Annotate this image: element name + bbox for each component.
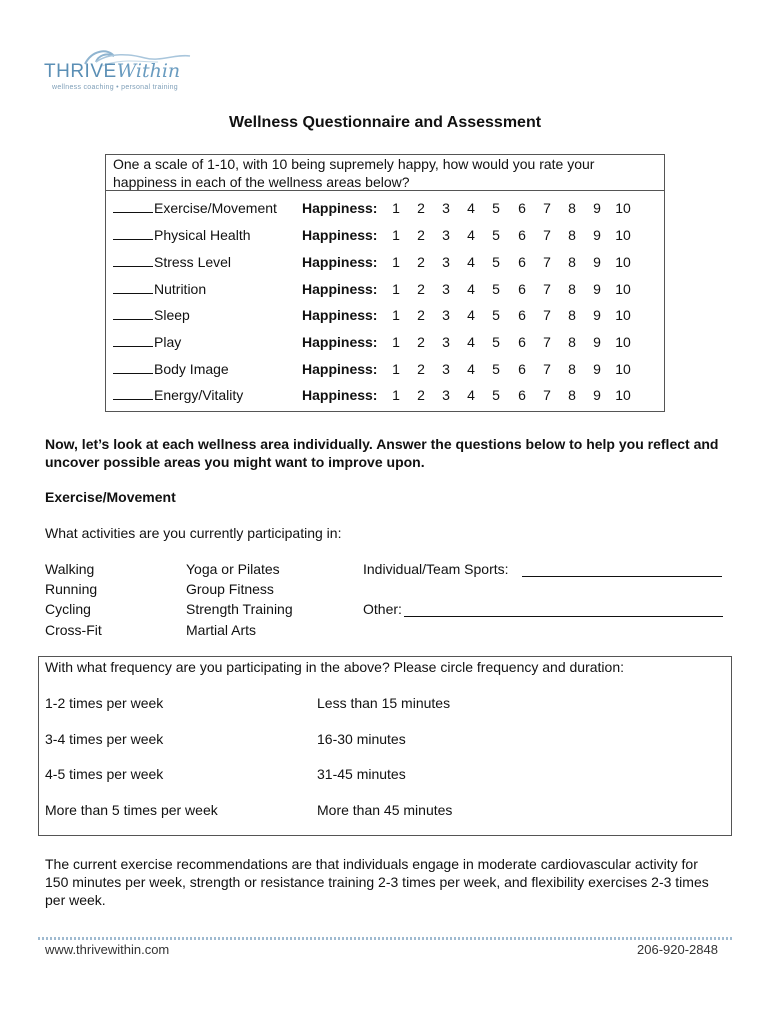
wellness-area-label: Play <box>154 334 182 350</box>
rating-option[interactable]: 9 <box>593 281 601 297</box>
logo-brand-script: Within <box>116 60 181 82</box>
rating-option[interactable]: 7 <box>543 387 551 403</box>
happiness-row <box>113 359 229 379</box>
happiness-label: Happiness: <box>302 227 378 243</box>
priority-blank-field[interactable] <box>113 332 153 347</box>
priority-blank-field[interactable] <box>113 252 153 267</box>
footer-website-link[interactable]: www.thrivewithin.com <box>45 942 170 957</box>
rating-option[interactable]: 1 <box>392 334 400 350</box>
rating-option[interactable]: 2 <box>417 334 425 350</box>
rating-option[interactable]: 6 <box>518 200 526 216</box>
happiness-label: Happiness: <box>302 200 378 216</box>
rating-option[interactable]: 10 <box>615 254 631 270</box>
rating-option[interactable]: 2 <box>417 281 425 297</box>
rating-option[interactable]: 8 <box>568 200 576 216</box>
rating-option[interactable]: 1 <box>392 254 400 270</box>
wellness-area-label: Exercise/Movement <box>154 200 277 216</box>
rating-option[interactable]: 7 <box>543 334 551 350</box>
rating-option[interactable]: 1 <box>392 200 400 216</box>
activity-option-strength[interactable]: Strength Training <box>186 601 293 617</box>
rating-option[interactable]: 7 <box>543 227 551 243</box>
activity-option-walking[interactable]: Walking <box>45 561 95 577</box>
rating-option[interactable]: 8 <box>568 281 576 297</box>
rating-option[interactable]: 3 <box>442 200 450 216</box>
wellness-area-label: Stress Level <box>154 254 232 270</box>
priority-blank-field[interactable] <box>113 305 153 320</box>
happiness-row <box>113 198 277 218</box>
section-intro-text: Now, let’s look at each wellness area individually. Answer the questions below to help you reflect and uncover possible areas you might want to improve upon. <box>45 436 719 470</box>
priority-blank-field[interactable] <box>113 198 153 213</box>
happiness-label: Happiness: <box>302 387 378 403</box>
rating-option[interactable]: 6 <box>518 387 526 403</box>
frequency-question: With what frequency are you participating in the above? Please circle frequency and duration: <box>45 659 625 675</box>
wellness-area-label: Physical Health <box>154 227 251 243</box>
rating-option[interactable]: 8 <box>568 361 576 377</box>
rating-option[interactable]: 2 <box>417 254 425 270</box>
wellness-area-label: Body Image <box>154 361 229 377</box>
activity-option-running[interactable]: Running <box>45 581 98 597</box>
rating-option[interactable]: 5 <box>492 307 500 323</box>
rating-option[interactable]: 10 <box>615 387 631 403</box>
happiness-row <box>113 252 231 272</box>
rating-option[interactable]: 8 <box>568 307 576 323</box>
rating-option[interactable]: 2 <box>417 227 425 243</box>
rating-option[interactable]: 4 <box>467 334 475 350</box>
rating-option[interactable]: 4 <box>467 281 475 297</box>
rating-option[interactable]: 5 <box>492 387 500 403</box>
priority-blank-field[interactable] <box>113 359 153 374</box>
rating-option[interactable]: 7 <box>543 254 551 270</box>
rating-option[interactable]: 3 <box>442 227 450 243</box>
rating-option[interactable]: 6 <box>518 281 526 297</box>
activity-option-crossfit[interactable]: Cross-Fit <box>45 622 102 638</box>
rating-option[interactable]: 4 <box>467 254 475 270</box>
happiness-row <box>113 279 206 299</box>
wellness-area-label: Nutrition <box>154 281 207 297</box>
activity-option-yoga[interactable]: Yoga or Pilates <box>186 561 280 577</box>
rating-option[interactable]: 10 <box>615 334 631 350</box>
rating-option[interactable]: 6 <box>518 227 526 243</box>
rating-option[interactable]: 4 <box>467 200 475 216</box>
page-title: Wellness Questionnaire and Assessment <box>228 114 542 131</box>
rating-option[interactable]: 9 <box>593 200 601 216</box>
frequency-option-3-4[interactable]: 3-4 times per week <box>45 731 164 747</box>
other-activity-field[interactable] <box>404 616 723 617</box>
rating-option[interactable]: 9 <box>593 387 601 403</box>
priority-blank-field[interactable] <box>113 225 153 240</box>
happiness-row <box>113 385 243 405</box>
happiness-row <box>113 305 190 325</box>
happiness-row <box>113 225 251 245</box>
happiness-label: Happiness: <box>302 254 378 270</box>
logo-wordmark <box>44 60 180 83</box>
rating-option[interactable]: 4 <box>467 227 475 243</box>
rating-option[interactable]: 10 <box>615 281 631 297</box>
rating-option[interactable]: 5 <box>492 200 500 216</box>
frequency-option-more-than-5[interactable]: More than 5 times per week <box>45 802 218 818</box>
happiness-row <box>113 332 181 352</box>
rating-option[interactable]: 2 <box>417 361 425 377</box>
rating-option[interactable]: 3 <box>442 254 450 270</box>
frequency-option-1-2[interactable]: 1-2 times per week <box>45 695 164 711</box>
rating-option[interactable]: 7 <box>543 200 551 216</box>
rating-option[interactable]: 3 <box>442 334 450 350</box>
rating-option[interactable]: 6 <box>518 334 526 350</box>
rating-option[interactable]: 10 <box>615 200 631 216</box>
rating-option[interactable]: 9 <box>593 254 601 270</box>
activity-option-cycling[interactable]: Cycling <box>45 601 91 617</box>
duration-option-over-45[interactable]: More than 45 minutes <box>317 802 453 818</box>
rating-option[interactable]: 8 <box>568 334 576 350</box>
rating-option[interactable]: 6 <box>518 361 526 377</box>
rating-option[interactable]: 9 <box>593 227 601 243</box>
happiness-label: Happiness: <box>302 361 378 377</box>
activity-option-group-fitness[interactable]: Group Fitness <box>186 581 274 597</box>
individual-team-sports-field[interactable] <box>522 576 722 577</box>
rating-option[interactable]: 5 <box>492 254 500 270</box>
other-activity-label: Other: <box>363 601 402 617</box>
logo-tagline: wellness coaching • personal training <box>52 84 179 91</box>
rating-option[interactable]: 7 <box>543 361 551 377</box>
frequency-option-4-5[interactable]: 4-5 times per week <box>45 766 164 782</box>
rating-option[interactable]: 1 <box>392 307 400 323</box>
duration-option-31-45[interactable]: 31-45 minutes <box>317 766 406 782</box>
rating-option[interactable]: 5 <box>492 334 500 350</box>
happiness-label: Happiness: <box>302 334 378 350</box>
rating-option[interactable]: 2 <box>417 307 425 323</box>
wellness-area-label: Energy/Vitality <box>154 387 244 403</box>
rating-option[interactable]: 9 <box>593 334 601 350</box>
rating-option[interactable]: 2 <box>417 200 425 216</box>
rating-option[interactable]: 3 <box>442 387 450 403</box>
individual-team-sports-label: Individual/Team Sports: <box>363 561 509 577</box>
priority-blank-field[interactable] <box>113 385 153 400</box>
happiness-box-divider <box>105 190 665 191</box>
rating-option[interactable]: 4 <box>467 307 475 323</box>
rating-option[interactable]: 3 <box>442 307 450 323</box>
rating-option[interactable]: 7 <box>543 307 551 323</box>
rating-option[interactable]: 8 <box>568 227 576 243</box>
rating-option[interactable]: 7 <box>543 281 551 297</box>
rating-option[interactable]: 10 <box>615 227 631 243</box>
rating-option[interactable]: 5 <box>492 281 500 297</box>
rating-option[interactable]: 4 <box>467 361 475 377</box>
footer-divider <box>38 937 732 940</box>
rating-option[interactable]: 6 <box>518 307 526 323</box>
rating-option[interactable]: 1 <box>392 281 400 297</box>
exercise-section-heading: Exercise/Movement <box>45 489 176 505</box>
rating-option[interactable]: 6 <box>518 254 526 270</box>
rating-option[interactable]: 3 <box>442 281 450 297</box>
duration-option-16-30[interactable]: 16-30 minutes <box>317 731 406 747</box>
rating-option[interactable]: 9 <box>593 307 601 323</box>
rating-option[interactable]: 2 <box>417 387 425 403</box>
footer-phone: 206-920-2848 <box>637 942 718 957</box>
activities-question: What activities are you currently participating in: <box>45 525 342 541</box>
rating-option[interactable]: 9 <box>593 361 601 377</box>
duration-option-under-15[interactable]: Less than 15 minutes <box>317 695 451 711</box>
priority-blank-field[interactable] <box>113 279 153 294</box>
rating-option[interactable]: 5 <box>492 227 500 243</box>
rating-option[interactable]: 3 <box>442 361 450 377</box>
rating-option[interactable]: 10 <box>615 361 631 377</box>
rating-option[interactable]: 4 <box>467 387 475 403</box>
exercise-recommendation-text: The current exercise recommendations are that individuals engage in moderate cardiovascular activity for 150 minutes per week, strength or resistance training 2-3 times per week, and flexibility exercises 2-3 times per week. <box>45 856 709 908</box>
rating-option[interactable]: 1 <box>392 361 400 377</box>
wellness-area-label: Sleep <box>154 307 190 323</box>
rating-option[interactable]: 10 <box>615 307 631 323</box>
happiness-label: Happiness: <box>302 307 378 323</box>
happiness-intro-text: One a scale of 1-10, with 10 being supremely happy, how would you rate your happiness in each of the wellness areas below? <box>113 156 595 190</box>
rating-option[interactable]: 1 <box>392 387 400 403</box>
logo-brand-primary: THRIVE <box>44 61 117 82</box>
rating-option[interactable]: 8 <box>568 387 576 403</box>
rating-option[interactable]: 8 <box>568 254 576 270</box>
rating-option[interactable]: 1 <box>392 227 400 243</box>
happiness-label: Happiness: <box>302 281 378 297</box>
activity-option-martial-arts[interactable]: Martial Arts <box>186 622 257 638</box>
rating-option[interactable]: 5 <box>492 361 500 377</box>
